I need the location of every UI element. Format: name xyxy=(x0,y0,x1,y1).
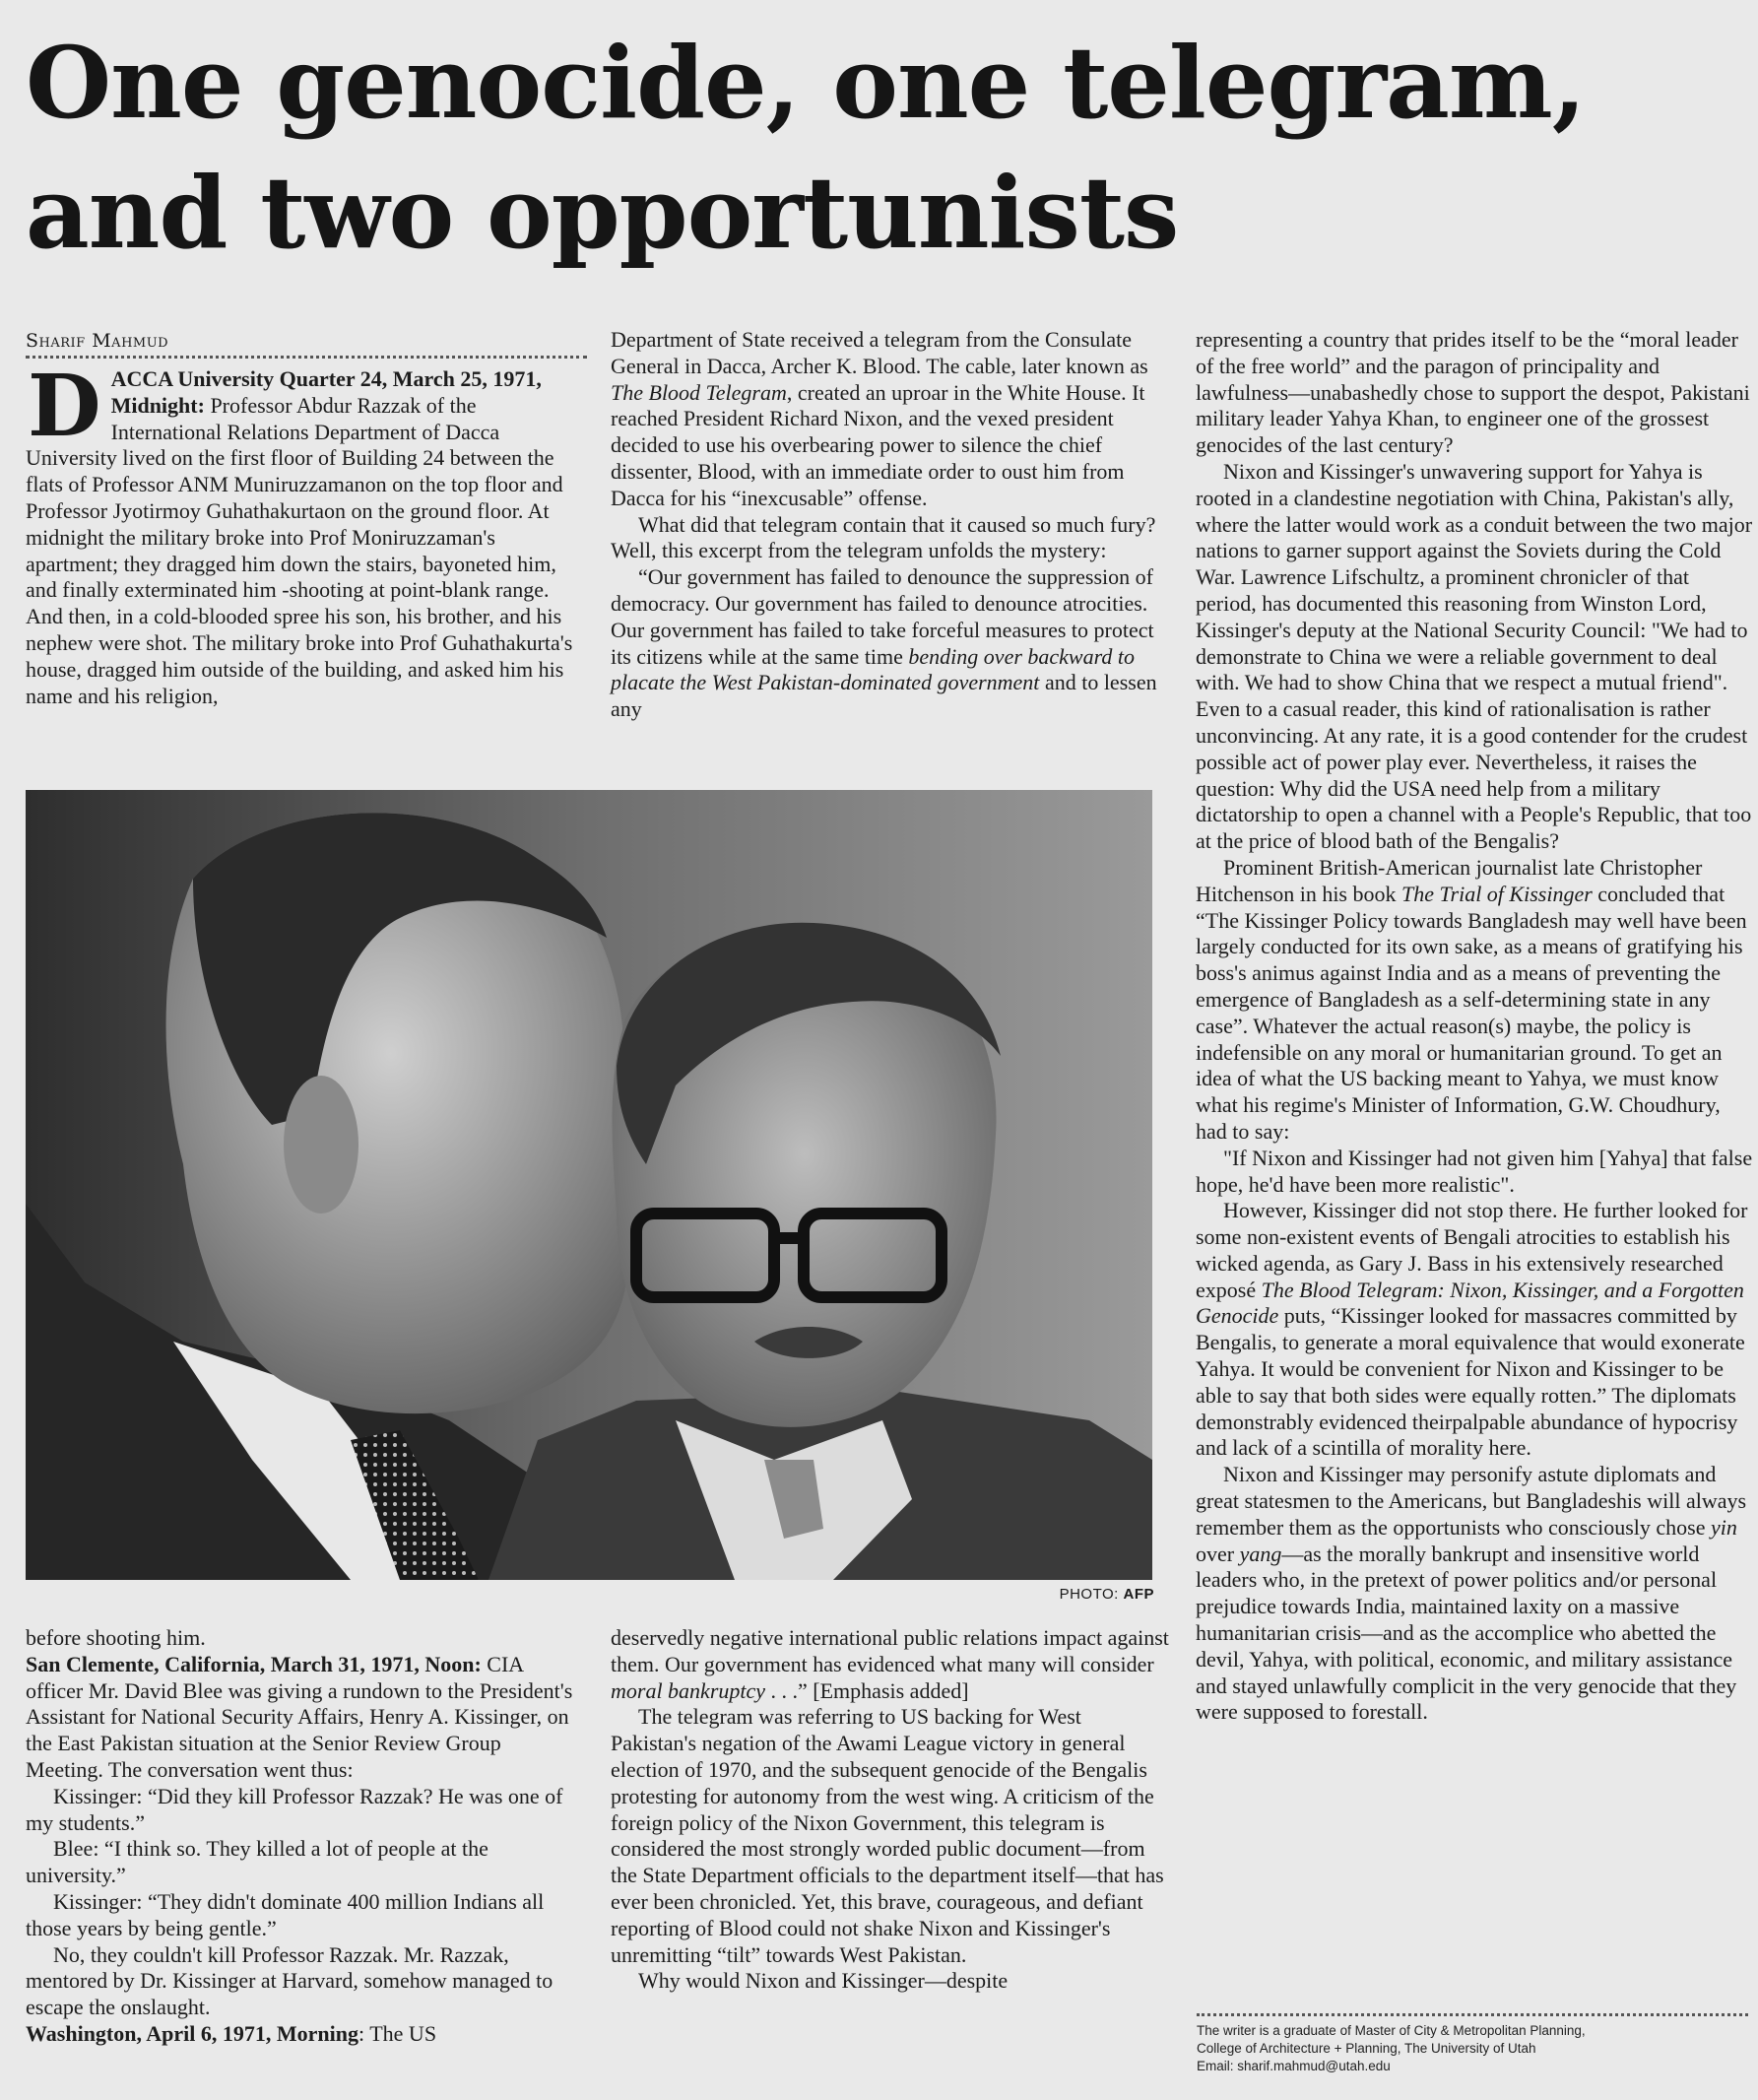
col1b-paragraph-6: Washington, April 6, 1971, Morning: The US xyxy=(26,2020,437,2046)
blood-telegram-book-title: The Blood Telegram: Nixon, Kissinger, and a Forgotten Genocide xyxy=(1196,1277,1744,1329)
photo-illustration xyxy=(26,790,1152,1580)
dateline-washington: Washington, April 6, 1971, Morning xyxy=(26,2020,359,2046)
moral-bankruptcy-emphasis: moral bankruptcy xyxy=(611,1677,766,1703)
col3-paragraph-1: representing a country that prides itself to be the “moral leader of the free world” and the paragon of principality and lawfulness—unabashedly chose to support the despot, Pakistani military leader Yahya Khan, to engineer one of the grossest genocides of the last century? xyxy=(1196,327,1750,458)
col1b-paragraph-4: Kissinger: “They didn't dominate 400 million Indians all those years by being gentle.” xyxy=(26,1888,545,1940)
author-footnote xyxy=(1197,2013,1748,2075)
lead-paragraph xyxy=(26,357,573,709)
column-3 xyxy=(1196,327,1753,1726)
trial-of-kissinger-title: The Trial of Kissinger xyxy=(1401,881,1593,906)
col2-paragraph-3: “Our government has failed to denounce the suppression of democracy. Our government has failed to denounce atrocities. Our government has failed to take forceful measures to protect its citizens while at the same time bending over backward to placate the West Pakistan-dominated government and to lessen any xyxy=(611,564,1157,722)
col1b-paragraph-3: Blee: “I think so. They killed a lot of people at the university.” xyxy=(26,1836,488,1888)
drop-cap: D xyxy=(28,357,101,456)
col1b-paragraph-2: Kissinger: “Did they kill Professor Razzak? He was one of my students.” xyxy=(26,1783,563,1835)
footnote-line-1: The writer is a graduate of Master of City & Metropolitan Planning, xyxy=(1197,2023,1586,2038)
headline xyxy=(26,18,1739,278)
headline-line-1: One genocide, one telegram, xyxy=(26,25,1586,141)
left-figure-ear xyxy=(284,1076,358,1214)
col2b-paragraph-1: deservedly negative international public relations impact against them. Our government has evidenced what many will consider moral bankruptcy . . .” [Emphasis added] xyxy=(611,1625,1169,1703)
col1b-paragraph-5: No, they couldn't kill Professor Razzak. Mr. Razzak, mentored by Dr. Kissinger at Harvard, somehow managed to escape the onslaught. xyxy=(26,1941,553,2020)
footnote-line-2: College of Architecture + Planning, The University of Utah xyxy=(1197,2041,1536,2056)
lead-text: Professor Abdur Razzak of the International Relations Department of Dacca University lived on the first floor of Building 24 between the flats of Professor ANM Muniruzzamanon on the top floor and Professor Jyotirmoy Guhathakurtaon on the ground floor. At midnight the military broke into Prof Moniruzzaman's apartment; they dragged him down the stairs, bayoneted him, and finally exterminated him -shooting at point-blank range. And then, in a cold-blooded spree his son, his brother, and his nephew were shot. The military broke into Prof Guhathakurta's house, dragged him outside of the building, and asked him his name and his religion, xyxy=(26,392,573,708)
col3-paragraph-2: Nixon and Kissinger's unwavering support for Yahya is rooted in a clandestine negotiation with China, Pakistan's ally, where the latter would work as a conduit between the two major nations to garner support against the Soviets during the Cold War. Lawrence Lifschultz, a prominent chronicler of that period, has documented this reasoning from Winston Lord, Kissinger's deputy at the National Security Council: "We had to demonstrate to China we were a reliable government to deal with. We had to show China that we respect a mutual friend". Even to a casual reader, this kind of rationalisation is rather unconvincing. At any rate, it is a good contender for the crudest possible act of power play ever. Nevertheless, it raises the question: Why did the USA need help from a military dictatorship to open a channel with a People's Republic, that too at the price of blood bath of the Bengalis? xyxy=(1196,458,1753,854)
news-photo xyxy=(26,790,1152,1580)
dateline-dacca: ACCA University Quarter 24, March 25, 1971, Midnight: xyxy=(110,366,542,418)
headline-line-2: and two opportunists xyxy=(26,155,1179,271)
column-1-top xyxy=(26,357,573,709)
col3-paragraph-6: Nixon and Kissinger may personify astute diplomats and great statesmen to the Americans, but Bangladeshis will always remember them as the opportunists who consciously chose yin over yang—as the morally bankrupt and insensitive world leaders who, in the pretext of power politics and/or personal prejudice towards India, maintained laxity on a massive humanitarian crisis—and as the accomplice who abetted the devil, Yahya, with political, economic, and military assistance and stayed unlawfully complicit in the very genocide that they were supposed to forestall. xyxy=(1196,1462,1747,1725)
photo-credit: PHOTO: AFP xyxy=(1059,1586,1154,1603)
emphasis-quote: bending over backward to placate the West Pakistan-dominated government xyxy=(611,643,1135,695)
blood-telegram-title: The Blood Telegram xyxy=(611,379,787,405)
col3-paragraph-4: "If Nixon and Kissinger had not given him [Yahya] that false hope, he'd have been more realistic". xyxy=(1196,1145,1753,1197)
col2b-paragraph-2: The telegram was referring to US backing for West Pakistan's negation of the Awami League victory in general election of 1970, and the subsequent genocide of the Bengalis protesting for autonomy from the west wing. A criticism of the foreign policy of the Nixon Government, this telegram is considered the most strongly worded public document—from the State Department officials to the department itself—that has ever been chronicled. Yet, this brave, courageous, and defiant reporting of Blood could not shake Nixon and Kissinger's unremitting “tilt” towards West Pakistan. xyxy=(611,1704,1164,1967)
footnote-email: Email: sharif.mahmud@utah.edu xyxy=(1197,2059,1391,2073)
col2b-paragraph-3: Why would Nixon and Kissinger—despite xyxy=(638,1968,1009,1994)
dateline-san-clemente: San Clemente, California, March 31, 1971, Noon: xyxy=(26,1651,482,1676)
column-1-bottom xyxy=(26,1625,573,2048)
col3-paragraph-5: However, Kissinger did not stop there. He further looked for some non-existent events of Bengali atrocities to establish his wicked agenda, as Gary J. Bass in his extensively researched exposé The Blood Telegram: Nixon, Kissinger, and a Forgotten Genocide puts, “Kissinger looked for massacres committed by Bengalis, to generate a moral equivalence that would exonerate Yahya. It would be convenient for Nixon and Kissinger to be able to say that both sides were equally rotten.” The diplomats demonstrably evidenced theirpalpable abundance of hypocrisy and lack of a scintilla of morality here. xyxy=(1196,1198,1748,1461)
col3-paragraph-3: Prominent British-American journalist late Christopher Hitchenson in his book The Trial of Kissinger concluded that “The Kissinger Policy towards Bangladesh may well have been largely conducted for its own sake, as a means of gratifying his boss's animus against India and as a means of preventing the emergence of Bangladesh as a self-determining state in any case”. Whatever the actual reason(s) maybe, the policy is indefensible on any moral or humanitarian ground. To get an idea of what the US backing meant to Yahya, we must know what his regime's Minister of Information, G.W. Choudhury, had to say: xyxy=(1196,854,1747,1144)
column-2-top xyxy=(611,327,1170,723)
col1b-paragraph-0: before shooting him. xyxy=(26,1625,206,1650)
col2-paragraph-2: What did that telegram contain that it caused so much fury? Well, this excerpt from the telegram unfolds the mystery: xyxy=(611,511,1156,563)
col2-paragraph-1: Department of State received a telegram from the Consulate General in Dacca, Archer K. Blood. The cable, later known as The Blood Telegram, created an uproar in the White House. It reached President Richard Nixon, and the vexed president decided to use his overbearing power to silence the chief dissenter, Blood, with an immediate order to oust him from Dacca for his “inexcusable” offense. xyxy=(611,327,1148,510)
byline: Sharif Mahmud xyxy=(26,330,587,359)
column-2-bottom xyxy=(611,1625,1170,1995)
col1b-paragraph-1: San Clemente, California, March 31, 1971, Noon: CIA officer Mr. David Blee was giving a rundown to the President's Assistant for National Security Affairs, Henry A. Kissinger, on the East Pakistan situation at the Senior Review Group Meeting. The conversation went thus: xyxy=(26,1651,573,1782)
